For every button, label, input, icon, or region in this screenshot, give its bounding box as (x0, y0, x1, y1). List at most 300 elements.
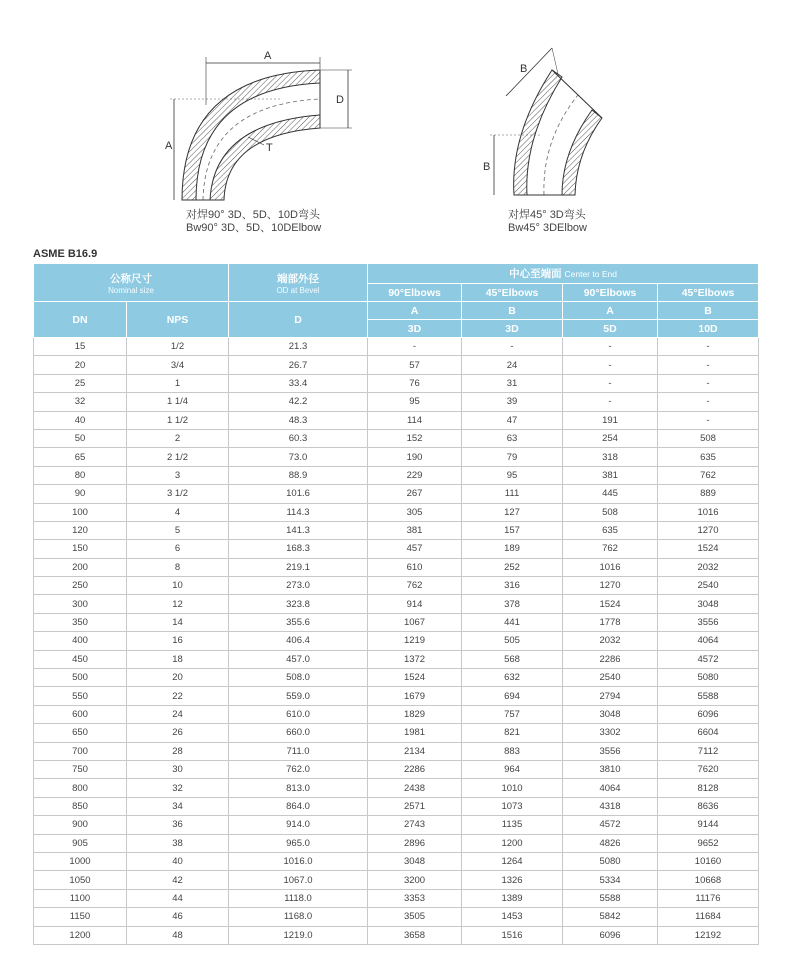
table-cell: 5588 (658, 687, 759, 705)
table-cell: 1168.0 (229, 908, 368, 926)
table-cell: 965.0 (229, 834, 368, 852)
table-cell: 1326 (462, 871, 563, 889)
table-cell: 5842 (563, 908, 658, 926)
table-cell: 3/4 (127, 356, 229, 374)
table-cell: 800 (34, 779, 127, 797)
table-cell: 4572 (563, 816, 658, 834)
table-cell: 38 (127, 834, 229, 852)
header-elbow-90-5d: 90°Elbows (563, 284, 658, 302)
table-cell: 1000 (34, 852, 127, 870)
header-col-a1: A (368, 302, 462, 320)
table-cell: 3353 (368, 889, 462, 907)
table-cell: 76 (368, 374, 462, 392)
table-row (34, 521, 759, 539)
table-cell: 229 (368, 466, 462, 484)
table-cell: 168.3 (229, 540, 368, 558)
header-od-en: OD at Bevel (276, 285, 320, 295)
table-cell: 39 (462, 393, 563, 411)
table-cell: 355.6 (229, 613, 368, 631)
header-nominal-cn: 公称尺寸 (110, 272, 152, 285)
table-cell: 750 (34, 760, 127, 778)
table-cell: 3658 (368, 926, 462, 944)
table-cell: 889 (658, 485, 759, 503)
table-cell: 26.7 (229, 356, 368, 374)
table-cell: 610.0 (229, 705, 368, 723)
elbow-90-caption-en: Bw90° 3D、5D、10DElbow (186, 222, 322, 234)
header-center-to-end (368, 264, 759, 284)
table-cell: 1981 (368, 724, 462, 742)
table-row (34, 356, 759, 374)
table-cell: 24 (462, 356, 563, 374)
table-cell: 7112 (658, 742, 759, 760)
table-cell: 4826 (563, 834, 658, 852)
table-cell: 44 (127, 889, 229, 907)
table-cell: 20 (34, 356, 127, 374)
table-cell: 900 (34, 816, 127, 834)
table-cell: 1453 (462, 908, 563, 926)
table-cell: 18 (127, 650, 229, 668)
table-cell: 905 (34, 834, 127, 852)
table-cell: 46 (127, 908, 229, 926)
table-cell: 700 (34, 742, 127, 760)
table-cell: 1016.0 (229, 852, 368, 870)
table-cell: 26 (127, 724, 229, 742)
table-row (34, 852, 759, 870)
table-cell: 2 1/2 (127, 448, 229, 466)
table-cell: 22 (127, 687, 229, 705)
table-cell: 1 (127, 374, 229, 392)
table-row (34, 558, 759, 576)
table-cell: 1524 (658, 540, 759, 558)
table-cell: 80 (34, 466, 127, 484)
table-cell: 141.3 (229, 521, 368, 539)
table-cell: 559.0 (229, 687, 368, 705)
table-cell: 100 (34, 503, 127, 521)
elbow-dimension-table (33, 263, 759, 945)
table-cell: 1389 (462, 889, 563, 907)
table-cell: 34 (127, 797, 229, 815)
header-col-b2: B (658, 302, 759, 320)
table-row (34, 613, 759, 631)
table-cell: 4572 (658, 650, 759, 668)
table-cell: 152 (368, 429, 462, 447)
table-cell: 101.6 (229, 485, 368, 503)
table-cell: 3810 (563, 760, 658, 778)
table-cell: 1778 (563, 613, 658, 631)
header-radius-3: 5D (563, 320, 658, 338)
table-row (34, 797, 759, 815)
table-cell: 441 (462, 613, 563, 631)
table-cell: 1100 (34, 889, 127, 907)
table-row (34, 816, 759, 834)
table-cell: 114.3 (229, 503, 368, 521)
header-od (229, 264, 368, 302)
table-cell: 660.0 (229, 724, 368, 742)
table-cell: 9652 (658, 834, 759, 852)
table-cell: 1372 (368, 650, 462, 668)
table-cell: 48 (127, 926, 229, 944)
table-cell: 219.1 (229, 558, 368, 576)
table-cell: 1073 (462, 797, 563, 815)
table-cell: 300 (34, 595, 127, 613)
table-cell: 7620 (658, 760, 759, 778)
table-cell: 10668 (658, 871, 759, 889)
table-cell: 1270 (563, 577, 658, 595)
table-cell: 6 (127, 540, 229, 558)
table-cell: 378 (462, 595, 563, 613)
table-cell: 4064 (658, 632, 759, 650)
table-cell: - (658, 338, 759, 356)
table-cell: 273.0 (229, 577, 368, 595)
table-row (34, 889, 759, 907)
table-cell: 6096 (563, 926, 658, 944)
table-cell: 1200 (34, 926, 127, 944)
dim-b-diag: B (520, 63, 528, 75)
table-cell: - (658, 356, 759, 374)
table-cell: 450 (34, 650, 127, 668)
table-cell: 250 (34, 577, 127, 595)
table-cell: - (563, 338, 658, 356)
table-cell: 65 (34, 448, 127, 466)
table-cell: 323.8 (229, 595, 368, 613)
table-cell: 1/2 (127, 338, 229, 356)
table-cell: 1067 (368, 613, 462, 631)
table-row (34, 834, 759, 852)
table-cell: 267 (368, 485, 462, 503)
table-row (34, 742, 759, 760)
table-cell: 1524 (368, 669, 462, 687)
table-cell: 95 (368, 393, 462, 411)
table-cell: 3302 (563, 724, 658, 742)
table-cell: 5080 (563, 852, 658, 870)
table-cell: 2794 (563, 687, 658, 705)
table-cell: - (563, 374, 658, 392)
table-cell: 400 (34, 632, 127, 650)
table-cell: 3556 (563, 742, 658, 760)
table-cell: 79 (462, 448, 563, 466)
table-cell: 2540 (658, 577, 759, 595)
table-cell: 111 (462, 485, 563, 503)
header-nominal-size (34, 264, 229, 302)
table-cell: 1516 (462, 926, 563, 944)
table-cell: 1016 (563, 558, 658, 576)
table-cell: 8128 (658, 779, 759, 797)
header-nominal-en: Nominal size (108, 285, 154, 295)
table-cell: 6096 (658, 705, 759, 723)
table-cell: 50 (34, 429, 127, 447)
table-row (34, 374, 759, 392)
header-nps: NPS (127, 302, 229, 338)
table-cell: 24 (127, 705, 229, 723)
elbow-90-caption-cn: 对焊90° 3D、5D、10D弯头 (186, 209, 320, 221)
table-cell: 2438 (368, 779, 462, 797)
table-cell: 3048 (563, 705, 658, 723)
table-cell: 40 (34, 411, 127, 429)
table-row (34, 779, 759, 797)
table-cell: - (368, 338, 462, 356)
table-cell: - (563, 393, 658, 411)
table-cell: 3048 (368, 852, 462, 870)
table-cell: 850 (34, 797, 127, 815)
table-cell: - (462, 338, 563, 356)
table-cell: 8 (127, 558, 229, 576)
table-row (34, 871, 759, 889)
table-cell: 8636 (658, 797, 759, 815)
table-cell: 189 (462, 540, 563, 558)
table-cell: 33.4 (229, 374, 368, 392)
elbow-45-drawing (480, 40, 620, 200)
table-cell: 60.3 (229, 429, 368, 447)
table-cell: 42 (127, 871, 229, 889)
table-cell: 821 (462, 724, 563, 742)
table-cell: 610 (368, 558, 462, 576)
table-cell: 457.0 (229, 650, 368, 668)
table-cell: 1219 (368, 632, 462, 650)
table-cell: 1 1/4 (127, 393, 229, 411)
table-row (34, 724, 759, 742)
table-cell: 508 (658, 429, 759, 447)
table-cell: 1010 (462, 779, 563, 797)
table-cell: 36 (127, 816, 229, 834)
table-cell: 1829 (368, 705, 462, 723)
table-cell: 711.0 (229, 742, 368, 760)
table-cell: 32 (34, 393, 127, 411)
table-cell: 150 (34, 540, 127, 558)
table-cell: 864.0 (229, 797, 368, 815)
table-cell: 406.4 (229, 632, 368, 650)
header-radius-1: 3D (368, 320, 462, 338)
table-cell: 157 (462, 521, 563, 539)
table-cell: 757 (462, 705, 563, 723)
table-cell: 42.2 (229, 393, 368, 411)
table-cell: 635 (658, 448, 759, 466)
table-cell: 1524 (563, 595, 658, 613)
elbow-45-caption (508, 209, 587, 235)
header-center-en: Center to End (564, 269, 617, 279)
table-cell: 6604 (658, 724, 759, 742)
table-row (34, 540, 759, 558)
table-cell: 1 1/2 (127, 411, 229, 429)
dim-a-top: A (264, 50, 272, 62)
table-cell: 762.0 (229, 760, 368, 778)
table-cell: 1050 (34, 871, 127, 889)
table-cell: 4318 (563, 797, 658, 815)
table-cell: 1219.0 (229, 926, 368, 944)
table-cell: 635 (563, 521, 658, 539)
table-cell: 252 (462, 558, 563, 576)
dim-t: T (266, 142, 273, 154)
table-cell: 28 (127, 742, 229, 760)
table-cell: 2 (127, 429, 229, 447)
table-cell: 191 (563, 411, 658, 429)
table-cell: 381 (368, 521, 462, 539)
table-row (34, 429, 759, 447)
table-cell: 120 (34, 521, 127, 539)
table-cell: 3505 (368, 908, 462, 926)
elbow-45-caption-cn: 对焊45° 3D弯头 (508, 209, 586, 221)
table-row (34, 577, 759, 595)
table-cell: 964 (462, 760, 563, 778)
table-cell: 15 (34, 338, 127, 356)
table-cell: 31 (462, 374, 563, 392)
table-cell: 1150 (34, 908, 127, 926)
table-cell: 3048 (658, 595, 759, 613)
table-cell: 114 (368, 411, 462, 429)
table-cell: 2571 (368, 797, 462, 815)
table-cell: 1679 (368, 687, 462, 705)
table-cell: 57 (368, 356, 462, 374)
table-cell: 4 (127, 503, 229, 521)
table-cell: 5080 (658, 669, 759, 687)
table-cell: 500 (34, 669, 127, 687)
table-row (34, 632, 759, 650)
table-cell: 5 (127, 521, 229, 539)
table-row (34, 908, 759, 926)
table-cell: 650 (34, 724, 127, 742)
table-cell: 10160 (658, 852, 759, 870)
table-cell: 32 (127, 779, 229, 797)
table-cell: 1016 (658, 503, 759, 521)
table-cell: 914 (368, 595, 462, 613)
table-row (34, 338, 759, 356)
table-cell: - (563, 356, 658, 374)
table-cell: 568 (462, 650, 563, 668)
table-row (34, 485, 759, 503)
elbow-90-drawing (160, 45, 360, 210)
elbow-45-caption-en: Bw45° 3DElbow (508, 222, 587, 234)
table-row (34, 760, 759, 778)
table-cell: 2134 (368, 742, 462, 760)
standard-label: ASME B16.9 (33, 248, 98, 260)
table-cell: 550 (34, 687, 127, 705)
table-cell: 2032 (658, 558, 759, 576)
table-row (34, 705, 759, 723)
table-cell: 316 (462, 577, 563, 595)
table-cell: 3556 (658, 613, 759, 631)
header-elbow-45-10d: 45°Elbows (658, 284, 759, 302)
table-cell: 21.3 (229, 338, 368, 356)
table-row (34, 669, 759, 687)
table-cell: 305 (368, 503, 462, 521)
table-cell: 762 (563, 540, 658, 558)
table-cell: 63 (462, 429, 563, 447)
table-cell: 813.0 (229, 779, 368, 797)
header-radius-4: 10D (658, 320, 759, 338)
table-cell: 762 (368, 577, 462, 595)
table-cell: 3 (127, 466, 229, 484)
table-row (34, 595, 759, 613)
table-cell: 762 (658, 466, 759, 484)
table-cell: 12192 (658, 926, 759, 944)
table-cell: 5334 (563, 871, 658, 889)
table-cell: 508.0 (229, 669, 368, 687)
table-cell: 694 (462, 687, 563, 705)
table-cell: 88.9 (229, 466, 368, 484)
table-cell: 3200 (368, 871, 462, 889)
table-cell: 318 (563, 448, 658, 466)
table-cell: - (658, 411, 759, 429)
table-cell: 350 (34, 613, 127, 631)
header-dn: DN (34, 302, 127, 338)
table-cell: 16 (127, 632, 229, 650)
table-cell: 11176 (658, 889, 759, 907)
elbow-90-caption (186, 209, 321, 235)
table-cell: 505 (462, 632, 563, 650)
header-elbow-90-3d: 90°Elbows (368, 284, 462, 302)
table-cell: 508 (563, 503, 658, 521)
table-row (34, 687, 759, 705)
table-row (34, 411, 759, 429)
table-cell: 632 (462, 669, 563, 687)
table-cell: 1067.0 (229, 871, 368, 889)
table-cell: 2896 (368, 834, 462, 852)
dim-a-side: A (165, 140, 173, 152)
table-cell: 127 (462, 503, 563, 521)
table-cell: 14 (127, 613, 229, 631)
table-body (34, 338, 759, 945)
table-cell: 95 (462, 466, 563, 484)
header-d: D (229, 302, 368, 338)
table-row (34, 466, 759, 484)
table-cell: 20 (127, 669, 229, 687)
table-cell: 445 (563, 485, 658, 503)
table-cell: 381 (563, 466, 658, 484)
header-radius-2: 3D (462, 320, 563, 338)
header-elbow-45-3d: 45°Elbows (462, 284, 563, 302)
table-cell: 2286 (368, 760, 462, 778)
table-cell: 30 (127, 760, 229, 778)
table-cell: 1270 (658, 521, 759, 539)
table-cell: 3 1/2 (127, 485, 229, 503)
table-cell: 190 (368, 448, 462, 466)
header-od-cn: 端部外径 (277, 272, 320, 285)
table-cell: 1200 (462, 834, 563, 852)
table-cell: 5588 (563, 889, 658, 907)
table-cell: 457 (368, 540, 462, 558)
header-col-b1: B (462, 302, 563, 320)
table-cell: 12 (127, 595, 229, 613)
dim-d: D (336, 94, 344, 106)
header-center-cn: 中心至端面 (509, 268, 562, 280)
table-cell: 40 (127, 852, 229, 870)
table-row (34, 448, 759, 466)
table-row (34, 650, 759, 668)
table-cell: 11684 (658, 908, 759, 926)
table-cell: 4064 (563, 779, 658, 797)
table-cell: 254 (563, 429, 658, 447)
table-cell: 1264 (462, 852, 563, 870)
table-cell: 600 (34, 705, 127, 723)
table-cell: 90 (34, 485, 127, 503)
table-cell: 1135 (462, 816, 563, 834)
dim-b-side: B (483, 161, 491, 173)
table-row (34, 393, 759, 411)
table-cell: - (658, 393, 759, 411)
table-cell: 2032 (563, 632, 658, 650)
table-cell: 2743 (368, 816, 462, 834)
table-cell: 47 (462, 411, 563, 429)
table-cell: 2540 (563, 669, 658, 687)
table-cell: 9144 (658, 816, 759, 834)
table-cell: 25 (34, 374, 127, 392)
table-row (34, 926, 759, 944)
table-cell: 200 (34, 558, 127, 576)
table-row (34, 503, 759, 521)
table-cell: 48.3 (229, 411, 368, 429)
table-cell: 1118.0 (229, 889, 368, 907)
table-cell: 914.0 (229, 816, 368, 834)
header-col-a2: A (563, 302, 658, 320)
